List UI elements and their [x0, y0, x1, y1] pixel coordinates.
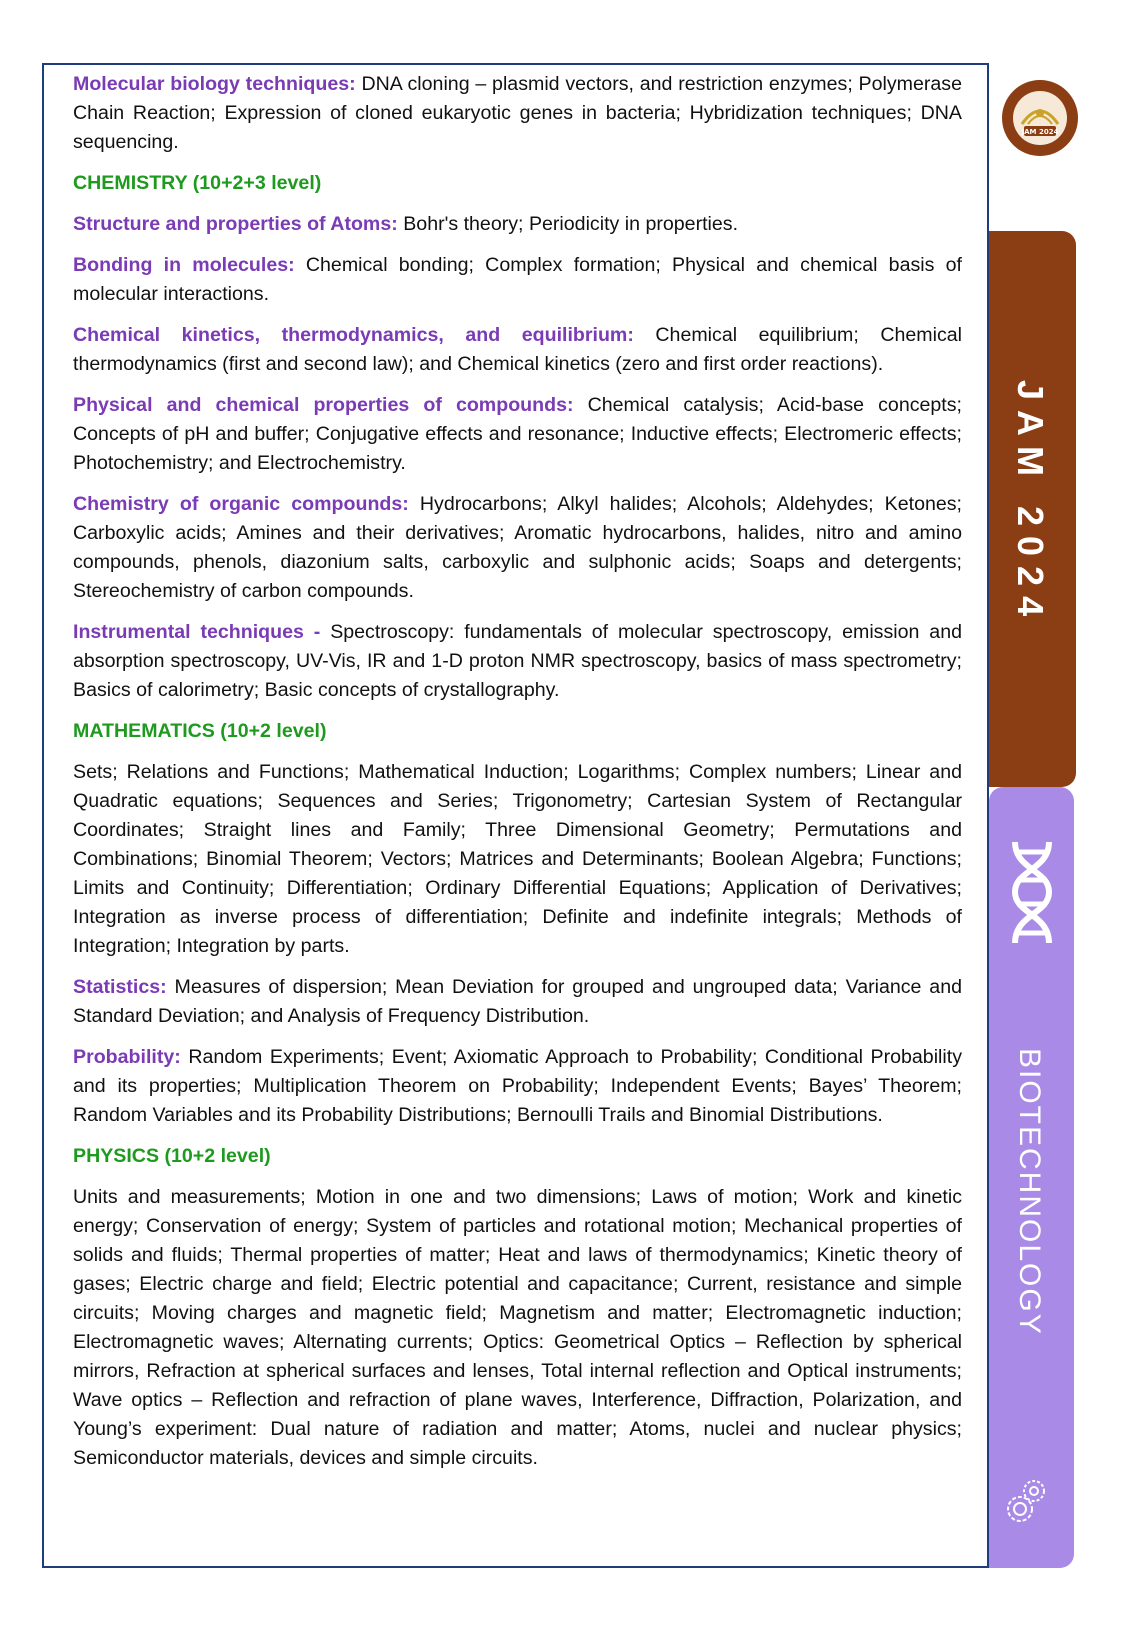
dna-icon: [1007, 840, 1057, 945]
topic-text: Measures of dispersion; Mean Deviation for grouped and ungrouped data; Variance and Standard Deviation; and Analysis of Frequency Distribution.: [73, 976, 962, 1027]
topic-heading: Statistics:: [73, 976, 167, 998]
syllabus-paragraph: [73, 321, 962, 379]
syllabus-paragraph: [73, 758, 962, 961]
syllabus-content: [73, 70, 962, 1485]
topic-text: Hydrocarbons; Alkyl halides; Alcohols; Aldehydes; Ketones; Carboxylic acids; Amines and their derivatives; Aromatic hydrocarbons, halides, nitro and amino compounds, phenols, diazonium salts, carboxylic and sulphonic acids; Soaps and detergents; Stereochemistry of carbon compounds.: [73, 493, 962, 602]
syllabus-paragraph: [73, 973, 962, 1031]
syllabus-paragraph: [73, 70, 962, 157]
section-heading: CHEMISTRY (10+2+3 level): [73, 172, 322, 194]
subject-label: BIOTECHNOLOGY: [1013, 1048, 1046, 1336]
topic-heading: Bonding in molecules:: [73, 254, 295, 276]
syllabus-paragraph: [73, 210, 962, 239]
syllabus-paragraph: [73, 1043, 962, 1130]
topic-text: Chemical equilibrium; Chemical thermodynamics (first and second law); and Chemical kinetics (zero and first order reactions).: [73, 324, 962, 375]
topic-heading: Physical and chemical properties of compounds:: [73, 394, 574, 416]
topic-heading: Probability:: [73, 1046, 181, 1068]
topic-text: Chemical bonding; Complex formation; Physical and chemical basis of molecular interactions.: [73, 254, 962, 305]
gear-icon: [1000, 1475, 1050, 1530]
topic-text: Chemical catalysis; Acid-base concepts; Concepts of pH and buffer; Conjugative effects and resonance; Inductive effects; Electromeric effects; Photochemistry; and Electrochemistry.: [73, 394, 962, 474]
topic-text: Bohr's theory; Periodicity in properties.: [397, 213, 739, 235]
topic-text: Sets; Relations and Functions; Mathematical Induction; Logarithms; Complex numbers; Linear and Quadratic equations; Sequences and Series; Trigonometry; Cartesian System of Rectangular Coordinates; Straight lines and Family; Three Dimensional Geometry; Permutations and Combinations; Binomial Theorem; Vectors; Matrices and Determinants; Boolean Algebra; Functions; Limits and Continuity; Differentiation; Ordinary Differential Equations; Application of Derivatives; Integration as inverse process of differentiation; Definite and indefinite integrals; Methods of Integration; Integration by parts.: [73, 761, 962, 957]
topic-heading: Chemical kinetics, thermodynamics, and equilibrium:: [73, 324, 634, 346]
topic-heading: Chemistry of organic compounds:: [73, 493, 409, 515]
jam-logo-icon: [1000, 78, 1080, 158]
syllabus-paragraph: [73, 618, 962, 705]
topic-heading: Structure and properties of Atoms:: [73, 213, 398, 235]
section-heading: PHYSICS (10+2 level): [73, 1145, 271, 1167]
topic-text: Random Experiments; Event; Axiomatic Approach to Probability; Conditional Probability and its properties; Multiplication Theorem on Probability; Independent Events; Bayes’ Theorem; Random Variables and its Probability Distributions; Bernoulli Trails and Binomial Distributions.: [73, 1046, 962, 1126]
logo-badge-text: JAM 2024: [1021, 128, 1059, 136]
topic-text: Spectroscopy: fundamentals of molecular spectroscopy, emission and absorption spectroscopy, UV-Vis, IR and 1-D proton NMR spectroscopy, basics of mass spectrometry; Basics of calorimetry; Basic concepts of crystallography.: [73, 621, 962, 701]
topic-text: Units and measurements; Motion in one and two dimensions; Laws of motion; Work and kinetic energy; Conservation of energy; System of particles and rotational motion; Mechanical properties of solids and fluids; Thermal properties of matter; Heat and laws of thermodynamics; Kinetic theory of gases; Electric charge and field; Electric potential and capacitance; Current, resistance and simple circuits; Moving charges and magnetic field; Magnetism and matter; Electromagnetic induction; Electromagnetic waves; Alternating currents; Optics: Geometrical Optics – Reflection by spherical mirrors, Refraction at spherical surfaces and lenses, Total internal reflection and Optical instruments; Wave optics – Reflection and refraction of plane waves, Interference, Diffraction, Polarization, and Young’s experiment: Dual nature of radiation and matter; Atoms, nuclei and nuclear physics; Semiconductor materials, devices and simple circuits.: [73, 1186, 962, 1469]
syllabus-paragraph: [73, 490, 962, 606]
topic-heading: Molecular biology techniques:: [73, 73, 356, 95]
section-heading: MATHEMATICS (10+2 level): [73, 720, 327, 742]
topic-heading: Instrumental techniques -: [73, 621, 321, 643]
syllabus-paragraph: [73, 391, 962, 478]
syllabus-paragraph: [73, 1183, 962, 1473]
syllabus-paragraph: [73, 251, 962, 309]
topic-text: DNA cloning – plasmid vectors, and restriction enzymes; Polymerase Chain Reaction; Expression of cloned eukaryotic genes in bacteria; Hybridization techniques; DNA sequencing.: [73, 73, 963, 153]
exam-label: JAM 2024: [1010, 380, 1051, 627]
